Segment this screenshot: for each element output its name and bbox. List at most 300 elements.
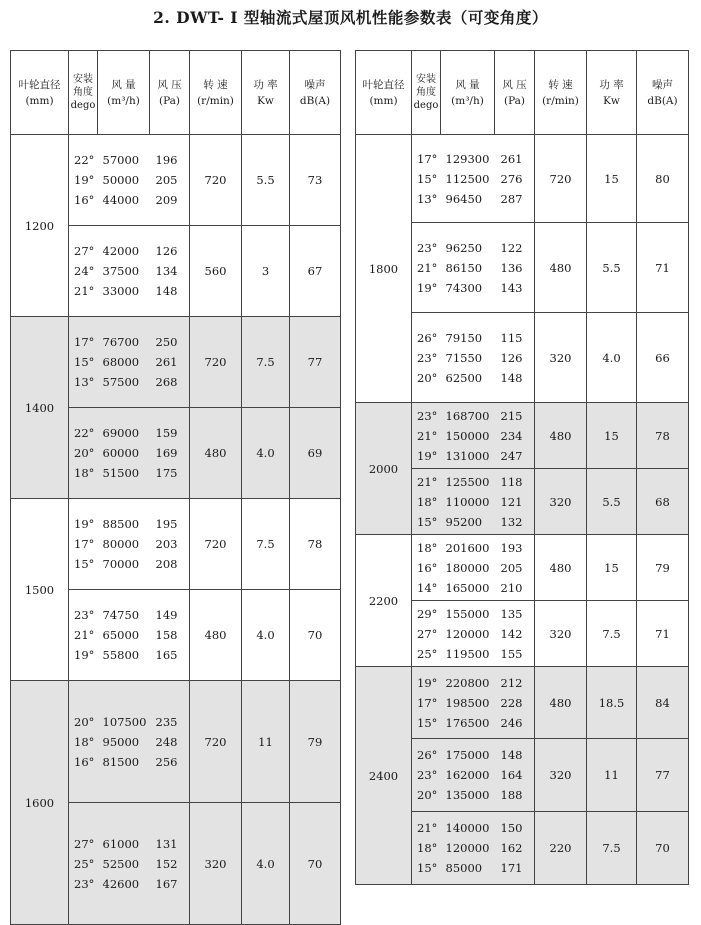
header-angle [412,51,441,135]
angle-value: 18° [417,494,438,509]
power-cell: 7.5 [587,601,637,667]
header-diameter [11,51,69,135]
angle-value: 15° [74,355,95,369]
flow-value-cell [98,226,150,317]
header-speed [535,51,587,135]
header-flow [441,51,495,135]
angle-value: 13° [417,191,438,206]
power-cell: 11 [242,681,290,803]
angle-value: 23° [417,768,438,782]
angle-value-cell [412,667,441,739]
flow-value: 88500 [102,517,140,531]
angle-value: 18° [417,841,438,855]
power-cell: 7.5 [242,499,290,590]
header-angle-line: 安装 [73,74,93,85]
noise-cell: 79 [290,681,341,803]
diameter-cell: 1200 [11,135,69,317]
noise-cell: 71 [637,223,689,313]
noise-cell: 78 [290,499,341,590]
pressure-value: 196 [155,153,178,167]
header-pressure [495,51,535,135]
table-row [11,317,341,408]
speed-cell: 320 [190,803,242,925]
angle-value: 19° [74,648,95,662]
flow-value: 129300 [445,151,490,166]
pressure-value-cell [495,135,535,223]
diameter-cell: 1500 [11,499,69,681]
pressure-value: 126 [500,350,523,365]
angle-value: 23° [417,350,438,365]
speed-cell: 480 [535,223,587,313]
power-cell: 3 [242,226,290,317]
flow-value: 86150 [445,260,483,275]
pressure-value: 234 [500,428,523,443]
header-flow-unit: (m³/h) [107,94,140,107]
power-cell: 15 [587,135,637,223]
header-diameter-line: 叶轮直径 [362,78,405,91]
flow-value: 175000 [445,748,490,762]
flow-value: 135000 [445,788,490,802]
pressure-value: 159 [155,426,178,440]
pressure-value-cell [495,223,535,313]
flow-value: 125500 [445,474,490,489]
pressure-value: 287 [500,191,523,206]
speed-cell: 480 [190,590,242,681]
angle-value-cell [69,317,98,408]
pressure-value: 148 [500,748,523,762]
header-speed [190,51,242,135]
power-cell: 5.5 [587,223,637,313]
flow-value: 52500 [102,856,140,871]
speed-cell: 720 [190,135,242,226]
header-pressure-line: 风 压 [157,78,182,91]
header-noise-line: 噪声 [304,78,326,91]
flow-value: 112500 [445,171,490,186]
flow-value: 69000 [102,426,140,440]
pressure-value: 205 [500,560,523,575]
angle-value: 17° [74,537,95,551]
diameter-cell: 1400 [11,317,69,499]
angle-value: 26° [417,330,438,345]
pressure-value-cell [495,313,535,403]
header-noise [290,51,341,135]
noise-cell: 84 [637,667,689,739]
flow-value-cell [441,223,495,313]
table-row [356,403,689,469]
angle-value: 19° [417,280,438,295]
pressure-value-cell [150,135,190,226]
angle-value-cell [412,739,441,812]
noise-cell: 68 [637,469,689,535]
speed-cell: 480 [190,408,242,499]
angle-value-cell [69,135,98,226]
table-row [11,135,341,226]
pressure-value-cell [150,681,190,803]
flow-value: 70000 [102,557,140,571]
flow-value-cell [98,135,150,226]
power-cell: 7.5 [242,317,290,408]
noise-cell: 67 [290,226,341,317]
pressure-value: 188 [500,788,523,802]
table-row [11,499,341,590]
pressure-value: 261 [155,355,178,369]
flow-value: 176500 [445,715,490,730]
flow-value: 76700 [102,335,140,349]
header-speed-unit: (r/min) [197,94,234,107]
angle-value: 27° [74,244,95,258]
pressure-value: 148 [155,284,178,298]
angle-value: 27° [74,836,95,851]
pressure-value: 162 [500,841,523,855]
speed-cell: 720 [535,135,587,223]
flow-value-cell [98,408,150,499]
angle-value: 17° [417,695,438,710]
pressure-value: 149 [155,608,178,622]
flow-value: 42000 [102,244,140,258]
table-row [356,667,689,739]
angle-value: 15° [417,715,438,730]
flow-value-cell [441,601,495,667]
flow-value: 120000 [445,626,490,641]
angle-value: 18° [74,734,95,749]
pressure-value: 215 [500,408,523,423]
flow-value-cell [98,317,150,408]
pressure-value: 134 [155,264,178,278]
angle-value: 14° [417,580,438,595]
pressure-value: 268 [155,375,178,389]
flow-value: 120000 [445,841,490,855]
pressure-value: 122 [500,240,523,255]
header-flow [98,51,150,135]
angle-value-cell [412,469,441,535]
angle-value-cell [69,590,98,681]
flow-value-cell [441,313,495,403]
angle-value: 27° [417,626,438,641]
pressure-value-cell [495,403,535,469]
angle-value: 24° [74,264,95,278]
speed-cell: 720 [190,681,242,803]
angle-value-cell [412,812,441,885]
noise-cell: 77 [637,739,689,812]
flow-value: 74300 [445,280,483,295]
angle-value: 21° [417,260,438,275]
pressure-value: 203 [155,537,178,551]
flow-value: 180000 [445,560,490,575]
header-flow-line: 风 量 [111,78,136,91]
flow-value: 96250 [445,240,483,255]
header-speed-line: 转 速 [203,78,228,91]
flow-value: 62500 [445,370,483,385]
pressure-value: 136 [500,260,523,275]
angle-value: 20° [417,788,438,802]
header-power-line: 功 率 [253,78,278,91]
angle-value: 21° [74,284,95,298]
pressure-value: 142 [500,626,523,641]
pressure-value: 155 [500,646,523,661]
table-body-left [11,135,341,925]
flow-value-cell [441,739,495,812]
flow-value: 74750 [102,608,140,622]
angle-value: 25° [417,646,438,661]
speed-cell: 320 [535,469,587,535]
pressure-value: 212 [500,675,523,690]
speed-cell: 480 [535,667,587,739]
angle-value: 20° [74,714,95,729]
header-pressure [150,51,190,135]
flow-value: 95200 [445,514,483,529]
flow-value: 110000 [445,494,490,509]
noise-cell: 70 [637,812,689,885]
flow-value: 60000 [102,446,140,460]
speed-cell: 320 [535,601,587,667]
angle-value: 23° [417,408,438,423]
angle-value: 19° [74,173,95,187]
header-noise-unit: dB(A) [299,94,331,107]
header-angle-line: 角度 [416,87,436,98]
header-pressure-unit: (Pa) [158,94,181,107]
flow-value: 150000 [445,428,490,443]
pressure-value-cell [495,601,535,667]
flow-value: 79150 [445,330,483,345]
flow-value: 119500 [445,646,490,661]
header-noise [637,51,689,135]
flow-value: 220800 [445,675,490,690]
flow-value: 57000 [102,153,140,167]
angle-value-cell [412,535,441,601]
angle-value: 22° [74,426,95,440]
pressure-value-cell [150,226,190,317]
angle-value: 15° [417,514,438,529]
angle-value: 18° [417,540,438,555]
angle-value: 16° [74,754,95,769]
table-header-right [356,51,689,135]
pressure-value-cell [495,469,535,535]
pressure-value: 195 [155,517,178,531]
flow-value: 168700 [445,408,490,423]
angle-value: 16° [74,193,95,207]
power-cell: 4.0 [242,590,290,681]
pressure-value: 261 [500,151,523,166]
noise-cell: 70 [290,803,341,925]
angle-value: 13° [74,375,95,389]
flow-value: 165000 [445,580,490,595]
noise-cell: 69 [290,408,341,499]
pressure-value: 228 [500,695,523,710]
angle-value-cell [69,499,98,590]
angle-value-cell [69,803,98,925]
speed-cell: 320 [535,739,587,812]
flow-value: 107500 [102,714,147,729]
flow-value: 68000 [102,355,140,369]
flow-value: 57500 [102,375,140,389]
noise-cell: 73 [290,135,341,226]
pressure-value: 248 [155,734,178,749]
flow-value: 33000 [102,284,140,298]
angle-value-cell [412,135,441,223]
power-cell: 4.0 [242,803,290,925]
flow-value-cell [441,403,495,469]
pressure-value-cell [495,812,535,885]
diameter-cell: 2400 [356,667,412,885]
power-cell: 5.5 [587,469,637,535]
pressure-value: 250 [155,335,178,349]
header-pressure-unit: (Pa) [503,94,526,107]
power-cell: 15 [587,535,637,601]
angle-value: 26° [417,748,438,762]
angle-value-cell [69,226,98,317]
header-diameter-line: 叶轮直径 [18,78,61,91]
angle-value: 29° [417,606,438,621]
pressure-value-cell [150,317,190,408]
angle-value-cell [412,601,441,667]
pressure-value: 135 [500,606,523,621]
pressure-value: 126 [155,244,178,258]
pressure-value: 121 [500,494,523,509]
noise-cell: 70 [290,590,341,681]
header-angle-unit: dego [413,100,439,111]
flow-value: 42600 [102,876,140,891]
diameter-cell: 2000 [356,403,412,535]
angle-value: 21° [417,821,438,835]
power-cell: 4.0 [587,313,637,403]
flow-value-cell [441,469,495,535]
angle-value: 15° [417,171,438,186]
flow-value-cell [441,535,495,601]
noise-cell: 80 [637,135,689,223]
header-power [587,51,637,135]
header-power-unit: Kw [603,94,620,107]
power-cell: 15 [587,403,637,469]
pressure-value: 148 [500,370,523,385]
angle-value: 20° [417,370,438,385]
angle-value: 19° [417,448,438,463]
document-title: 2. DWT- I 型轴流式屋顶风机性能参数表（可变角度） [153,8,548,27]
pressure-value: 256 [155,754,178,769]
pressure-value: 246 [500,715,523,730]
pressure-value: 131 [155,836,178,851]
header-angle-unit: dego [70,100,96,111]
table-header-left [11,51,341,135]
speed-cell: 220 [535,812,587,885]
flow-value: 44000 [102,193,140,207]
flow-value: 55800 [102,648,140,662]
header-angle-line: 角度 [73,87,93,98]
table-row [356,135,689,223]
speed-cell: 560 [190,226,242,317]
diameter-cell: 1600 [11,681,69,925]
header-speed-line: 转 速 [548,78,573,91]
header-pressure-line: 风 压 [502,78,527,91]
pressure-value: 165 [155,648,178,662]
power-cell: 11 [587,739,637,812]
flow-value: 131000 [445,448,490,463]
angle-value-cell [412,403,441,469]
table-row [356,535,689,601]
speed-cell: 480 [535,403,587,469]
pressure-value: 193 [500,540,523,555]
pressure-value: 132 [500,514,523,529]
pressure-value: 205 [155,173,178,187]
header-flow-line: 风 量 [455,78,480,91]
table-row [11,681,341,803]
flow-value: 50000 [102,173,140,187]
header-flow-unit: (m³/h) [451,94,484,107]
pressure-value: 208 [155,557,178,571]
flow-value: 96450 [445,191,483,206]
angle-value-cell [69,408,98,499]
speed-cell: 720 [190,499,242,590]
power-cell: 5.5 [242,135,290,226]
angle-value: 25° [74,856,95,871]
power-cell: 4.0 [242,408,290,499]
flow-value: 81500 [102,754,140,769]
flow-value-cell [98,590,150,681]
header-power [242,51,290,135]
angle-value-cell [69,681,98,803]
flow-value: 162000 [445,768,490,782]
pressure-value-cell [495,739,535,812]
angle-value: 16° [417,560,438,575]
header-noise-line: 噪声 [652,78,673,91]
pressure-value: 115 [500,330,523,345]
angle-value: 18° [74,466,95,480]
power-cell: 18.5 [587,667,637,739]
header-angle [69,51,98,135]
angle-value: 23° [74,876,95,891]
header-speed-unit: (r/min) [542,94,579,107]
speed-cell: 720 [190,317,242,408]
flow-value: 65000 [102,628,140,642]
pressure-value: 235 [155,714,178,729]
flow-value: 61000 [102,836,140,851]
pressure-value: 276 [500,171,523,186]
pressure-value: 118 [500,474,523,489]
flow-value: 85000 [445,861,483,875]
pressure-value: 247 [500,448,523,463]
pressure-value: 158 [155,628,178,642]
header-power-line: 功 率 [599,78,624,91]
angle-value: 21° [417,474,438,489]
noise-cell: 66 [637,313,689,403]
angle-value: 23° [74,608,95,622]
angle-value: 17° [74,335,95,349]
performance-table-right [355,50,689,885]
diameter-cell: 1800 [356,135,412,403]
flow-value: 51500 [102,466,140,480]
flow-value-cell [441,667,495,739]
pressure-value: 169 [155,446,178,460]
pressure-value-cell [495,535,535,601]
flow-value-cell [441,812,495,885]
pressure-value: 164 [500,768,523,782]
pressure-value-cell [150,408,190,499]
flow-value-cell [98,499,150,590]
pressure-value: 175 [155,466,178,480]
angle-value: 23° [417,240,438,255]
angle-value: 22° [74,153,95,167]
header-diameter [356,51,412,135]
pressure-value: 167 [155,876,178,891]
angle-value: 19° [417,675,438,690]
angle-value: 19° [74,517,95,531]
pressure-value-cell [150,590,190,681]
pressure-value: 171 [500,861,523,875]
header-power-unit: Kw [257,94,274,107]
flow-value: 37500 [102,264,140,278]
angle-value: 17° [417,151,438,166]
angle-value-cell [412,313,441,403]
header-diameter-unit: (mm) [25,94,54,107]
